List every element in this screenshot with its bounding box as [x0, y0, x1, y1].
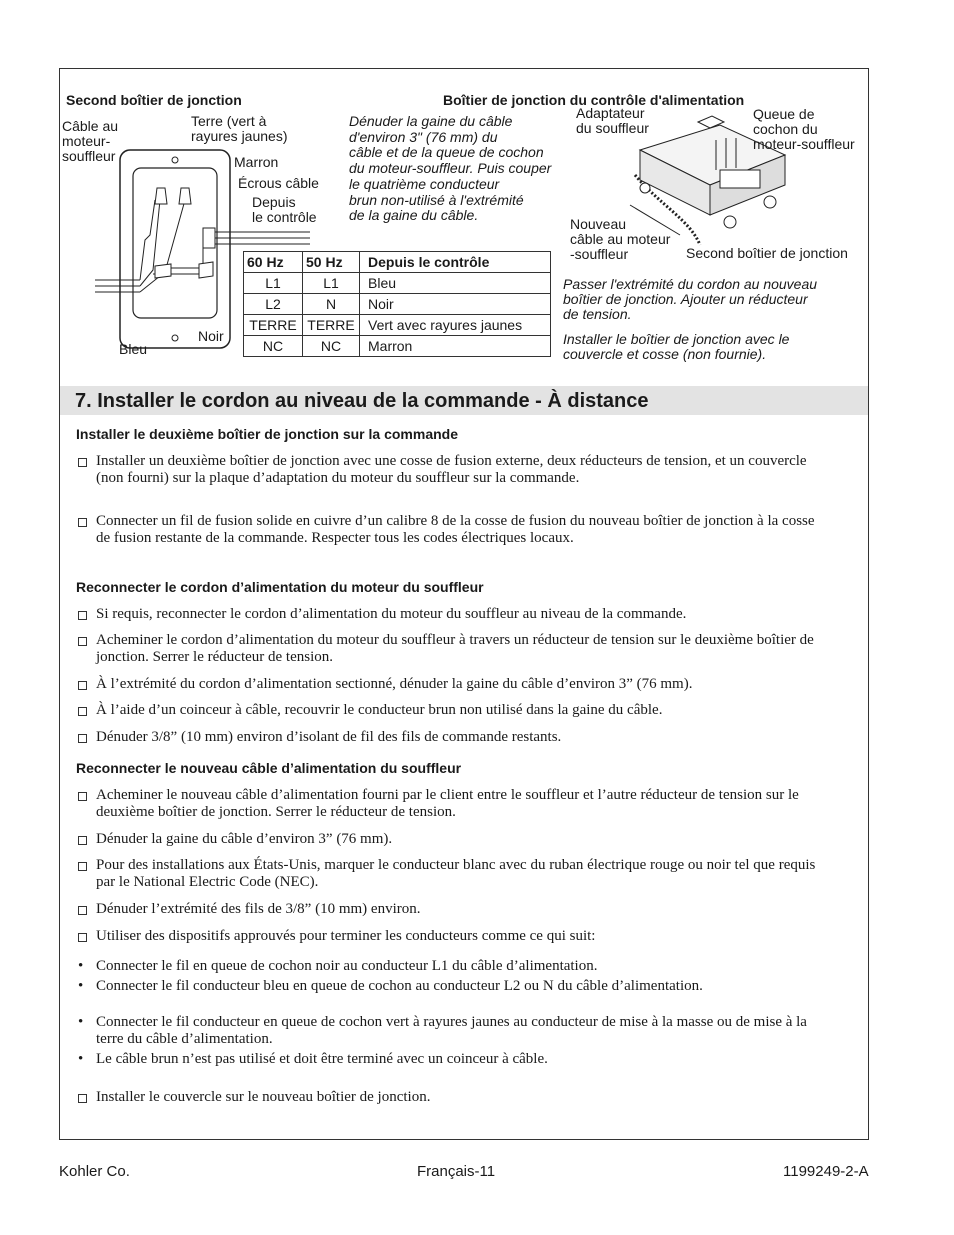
list-item: Acheminer le nouveau câble d’alimentation fourni par le client entre le souffleur et l’autre réducteur de tension sur le deuxième boîtier de jonction. Serrer le réducteur de tension. — [96, 787, 799, 820]
bullet-icon: • — [78, 1014, 84, 1030]
strip-instruction: Dénuder la gaine du câble d'environ 3" (76 mm) du câble et de la queue de cochon du moteur-souffleur. Puis couper le quatrième conducteur brun non-utilisé à l'extrémité de la gaine du câble. — [349, 113, 552, 224]
bullet-icon: • — [78, 1051, 84, 1067]
list-item: À l’extrémité du cordon d’alimentation sectionné, dénuder la gaine du câble d’environ 3” (76 mm). — [96, 676, 693, 692]
label-marron: Marron — [234, 154, 279, 170]
list-item: Connecter un fil de fusion solide en cuivre d’un calibre 8 de la cosse de fusion du nouveau boîtier de jonction à la cosse de fusion restante de la commande. Respecter tous les codes électriques locaux. — [96, 513, 815, 546]
table-cell: Bleu — [360, 273, 551, 294]
footer-docnum: 1199249-2-A — [783, 1163, 869, 1180]
table-row — [244, 294, 551, 315]
footer-company: Kohler Co. — [59, 1163, 130, 1180]
label-depuis: Depuis le contrôle — [252, 194, 317, 225]
table-cell: Marron — [360, 336, 551, 357]
table-cell: NC — [244, 336, 303, 357]
label-cable-moteur: Câble au moteur- souffleur — [62, 118, 119, 164]
table-header-cell: 60 Hz — [244, 252, 303, 273]
label-queue: Queue de cochon du moteur-souffleur — [753, 106, 855, 152]
bullet-item: Connecter le fil conducteur en queue de cochon vert à rayures jaunes au conducteur de mise à la masse ou de mise à la terre du câble d’alimentation. — [96, 1014, 807, 1047]
checkbox-icon — [78, 637, 87, 646]
checkbox-icon — [78, 836, 87, 845]
table-cell: L1 — [244, 273, 303, 294]
checkbox-icon — [78, 681, 87, 690]
table-cell: TERRE — [303, 315, 360, 336]
table-row — [244, 273, 551, 294]
list-item: Dénuder la gaine du câble d’environ 3” (76 mm). — [96, 831, 393, 847]
list-item: Dénuder 3/8” (10 mm) environ d’isolant de fil des fils de commande restants. — [96, 729, 562, 745]
table-cell: L2 — [244, 294, 303, 315]
table-cell: N — [303, 294, 360, 315]
subheading-2: Reconnecter le cordon d’alimentation du moteur du souffleur — [76, 579, 484, 595]
table-cell: Vert avec rayures jaunes — [360, 315, 551, 336]
bullet-item: Connecter le fil en queue de cochon noir au conducteur L1 du câble d’alimentation. — [96, 958, 598, 974]
label-bleu: Bleu — [119, 341, 148, 357]
checkbox-icon — [78, 734, 87, 743]
checkbox-icon — [78, 862, 87, 871]
label-second: Second boîtier de jonction — [686, 245, 848, 261]
label-adaptateur: Adaptateur du souffleur — [576, 105, 649, 136]
label-ecrous: Écrous câble — [238, 175, 319, 191]
list-item: Utiliser des dispositifs approuvés pour terminer les conducteurs comme ce qui suit: — [96, 928, 596, 944]
subheading-3: Reconnecter le nouveau câble d’alimentation du souffleur — [76, 760, 462, 776]
checkbox-icon — [78, 906, 87, 915]
bullet-icon: • — [78, 958, 84, 974]
subheading-1: Installer le deuxième boîtier de jonction sur la commande — [76, 426, 458, 442]
list-item: Dénuder l’extrémité des fils de 3/8” (10 mm) environ. — [96, 901, 421, 917]
checkbox-icon — [78, 707, 87, 716]
table-header-row — [244, 252, 551, 273]
checkbox-icon — [78, 792, 87, 801]
diagram-left-title: Second boîtier de jonction — [66, 92, 242, 108]
diagram-right-title: Boîtier de jonction du contrôle d'alimentation — [443, 92, 745, 108]
checkbox-icon — [78, 458, 87, 467]
label-noir: Noir — [198, 328, 224, 344]
table-row — [244, 336, 551, 357]
note-installer: Installer le boîtier de jonction avec le couvercle et cosse (non fournie). — [563, 331, 790, 362]
bullet-item: Le câble brun n’est pas utilisé et doit être terminé avec un coinceur à câble. — [96, 1051, 548, 1067]
wiring-table — [243, 251, 551, 357]
list-item: Acheminer le cordon d’alimentation du moteur du souffleur à travers un réducteur de tension sur le deuxième boîtier de jonction. Serrer le réducteur de tension. — [96, 632, 814, 665]
label-terre: Terre (vert à rayures jaunes) — [191, 113, 288, 144]
list-item: Si requis, reconnecter le cordon d’alimentation du moteur du souffleur au niveau de la commande. — [96, 606, 687, 622]
bullet-icon: • — [78, 978, 84, 994]
section-banner — [60, 386, 868, 415]
checkbox-icon — [78, 1094, 87, 1103]
table-cell: NC — [303, 336, 360, 357]
table-header-cell: 50 Hz — [303, 252, 360, 273]
list-item: Pour des installations aux États-Unis, marquer le conducteur blanc avec du ruban électrique rouge ou noir tel que requis par le National Electric Code (NEC). — [96, 857, 816, 890]
footer-page: Français-11 — [417, 1163, 496, 1180]
list-item: À l’aide d’un coinceur à câble, recouvrir le conducteur brun non utilisé dans la gaine du câble. — [96, 702, 663, 718]
section-title: 7. Installer le cordon au niveau de la commande - À distance — [75, 390, 649, 412]
list-item: Installer un deuxième boîtier de jonction avec une cosse de fusion externe, deux réducteurs de tension, et un couvercle (non fourni) sur la plaque d’adaptation du moteur du souffleur sur la commande. — [96, 453, 807, 486]
label-nouveau: Nouveau câble au moteur -souffleur — [570, 216, 671, 262]
bullet-item: Connecter le fil conducteur bleu en queue de cochon au conducteur L2 ou N du câble d’alimentation. — [96, 978, 703, 994]
checkbox-icon — [78, 933, 87, 942]
checkbox-icon — [78, 518, 87, 527]
table-row — [244, 315, 551, 336]
table-cell: Noir — [360, 294, 551, 315]
table-cell: L1 — [303, 273, 360, 294]
checkbox-icon — [78, 611, 87, 620]
table-cell: TERRE — [244, 315, 303, 336]
note-passer: Passer l'extrémité du cordon au nouveau boîtier de jonction. Ajouter un réducteur de tension. — [563, 276, 818, 322]
table-header-cell: Depuis le contrôle — [360, 252, 551, 273]
list-item: Installer le couvercle sur le nouveau boîtier de jonction. — [96, 1089, 431, 1105]
